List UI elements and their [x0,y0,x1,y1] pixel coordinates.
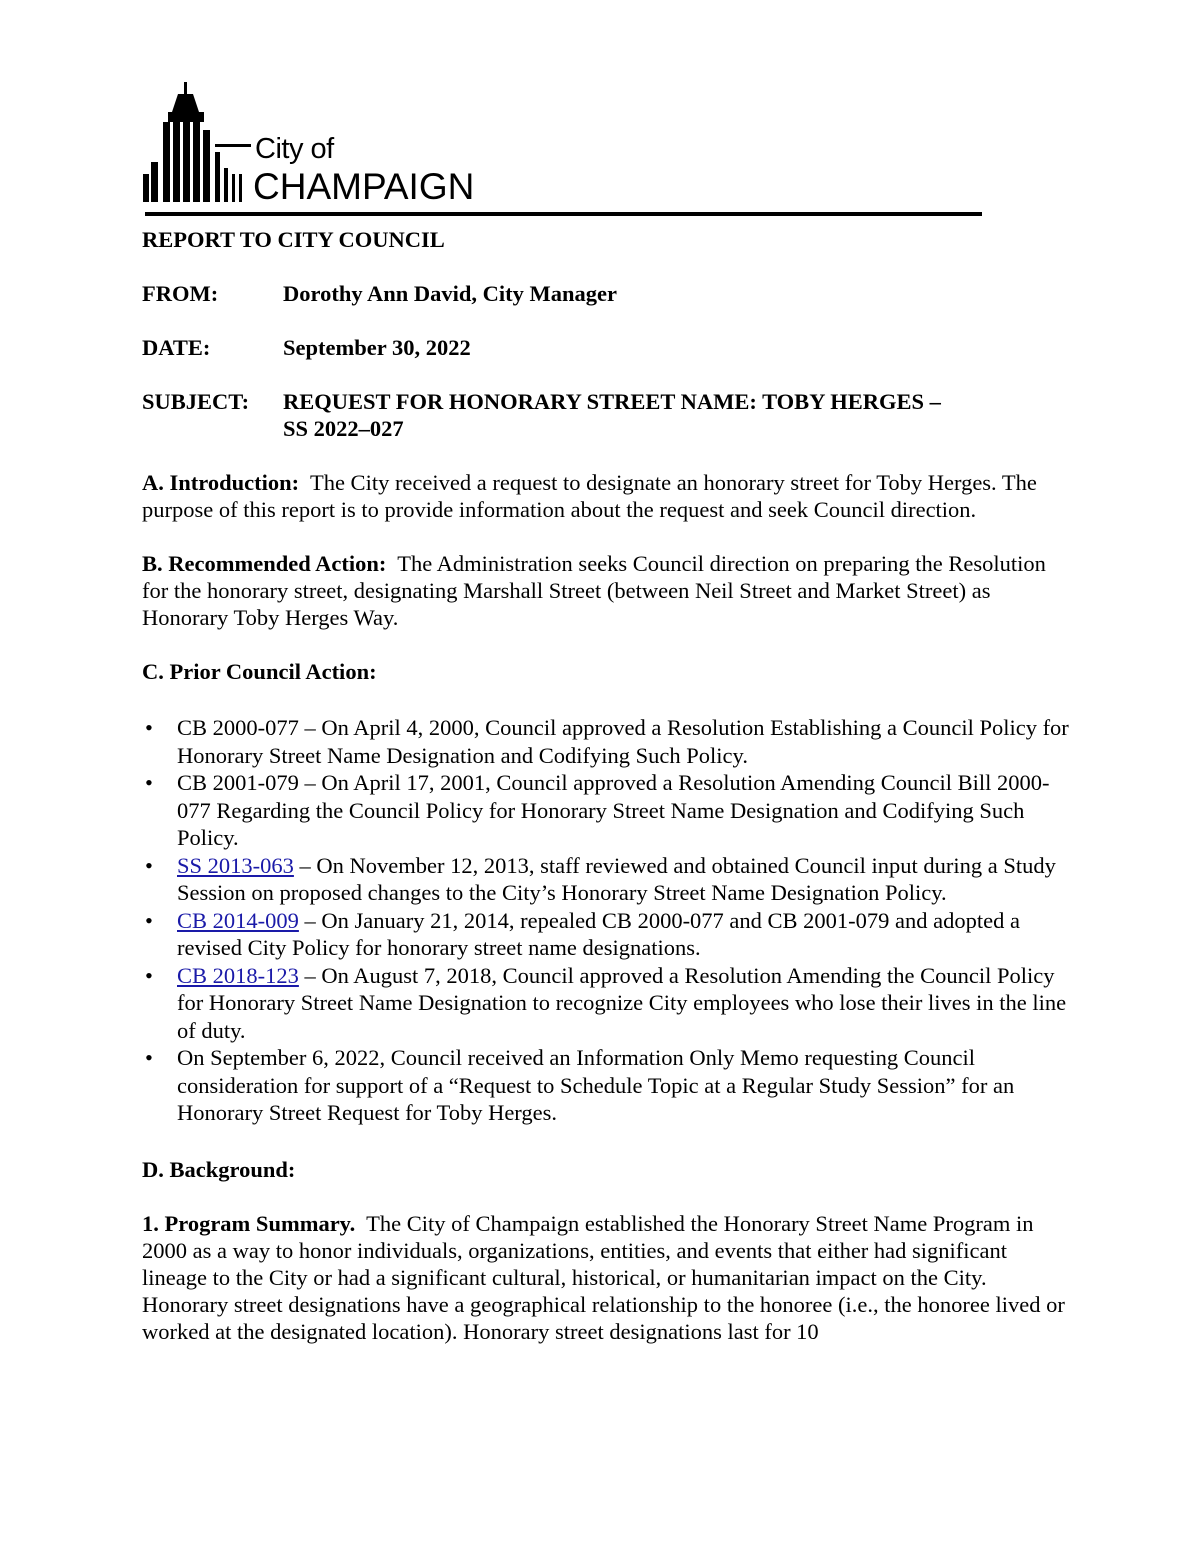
list-item-text: – On August 7, 2018, Council approved a Resolution Amending the Council Policy for Honorary Street Name Designation to recognize City employees who lose their lives in the line of duty. [177,962,1067,1043]
subject-line-2: SS 2022–027 [283,416,404,441]
recommended-action-text: The Administration seeks Council direction on preparing the Resolution for the honorary street, designating Marshall Street (between Neil Street and Market Street) as Honorary Toby Herges Way. [142,551,1046,630]
introduction-paragraph [142,469,1072,523]
city-logo [143,82,483,210]
header-rule [145,212,982,216]
list-item [142,714,1077,769]
background-heading: D. Background: [142,1157,296,1182]
list-item [142,1044,1077,1127]
list-item [142,852,1077,907]
prior-council-action-heading: C. Prior Council Action: [142,659,377,684]
list-item-text: CB 2000-077 – On April 4, 2000, Council approved a Resolution Establishing a Council Policy for Honorary Street Name Designation and Codifying Such Policy. [177,715,1069,768]
bullet-icon: • [145,770,153,795]
list-item [142,962,1077,1045]
skyscraper-logo-icon [143,82,253,207]
logo-line-city-of: City of [255,133,334,165]
program-summary-paragraph [142,1210,1072,1345]
recommended-action-label: B. Recommended Action: [142,551,387,576]
bullet-icon: • [145,962,153,988]
link-cb-2014-009[interactable]: CB 2014-009 [177,907,299,933]
introduction-label: A. Introduction: [142,470,300,495]
list-item-text: – On January 21, 2014, repealed CB 2000-077 and CB 2001-079 and adopted a revised City Policy for honorary street name designations. [177,907,1021,960]
date-label: DATE: [142,335,211,360]
bullet-icon: • [145,907,153,933]
program-summary-label: 1. Program Summary. [142,1211,356,1236]
program-summary-text: The City of Champaign established the Honorary Street Name Program in 2000 as a way to honor individuals, organizations, entities, and events that either had significant lineage to the City or had a significant cultural, historical, or humanitarian impact on the City. Honorary street designations have a geographical relationship to the honoree (i.e., the honoree lived or worked at the designated location). Honorary street designations last for 10 [142,1211,1065,1344]
prior-action-list [142,714,1077,1127]
list-item [142,769,1077,852]
link-ss-2013-063[interactable]: SS 2013-063 [177,852,294,878]
list-item [142,907,1077,962]
subject-label: SUBJECT: [142,389,250,414]
list-item-text: On September 6, 2022, Council received an Information Only Memo requesting Council consideration for support of a “Request to Schedule Topic at a Regular Study Session” for an Honorary Street Request for Toby Herges. [177,1045,1015,1125]
report-title: REPORT TO CITY COUNCIL [142,227,445,252]
recommended-action-paragraph [142,550,1072,631]
subject-line-1: REQUEST FOR HONORARY STREET NAME: TOBY HERGES – [283,389,941,414]
from-value: Dorothy Ann David, City Manager [283,281,617,306]
introduction-text: The City received a request to designate an honorary street for Toby Herges. The purpose of this report is to provide information about the request and seek Council direction. [142,470,1037,522]
bullet-icon: • [145,715,153,740]
list-item-text: – On November 12, 2013, staff reviewed and obtained Council input during a Study Session on proposed changes to the City’s Honorary Street Name Designation Policy. [177,852,1056,905]
date-value: September 30, 2022 [283,335,471,360]
link-cb-2018-123[interactable]: CB 2018-123 [177,962,299,988]
list-item-text: CB 2001-079 – On April 17, 2001, Council approved a Resolution Amending Council Bill 2000-077 Regarding the Council Policy for Honorary Street Name Designation and Codifying Such Policy. [177,770,1050,850]
logo-line-champaign: CHAMPAIGN [253,166,475,207]
bullet-icon: • [145,1045,153,1070]
bullet-icon: • [145,852,153,878]
from-label: FROM: [142,281,219,306]
